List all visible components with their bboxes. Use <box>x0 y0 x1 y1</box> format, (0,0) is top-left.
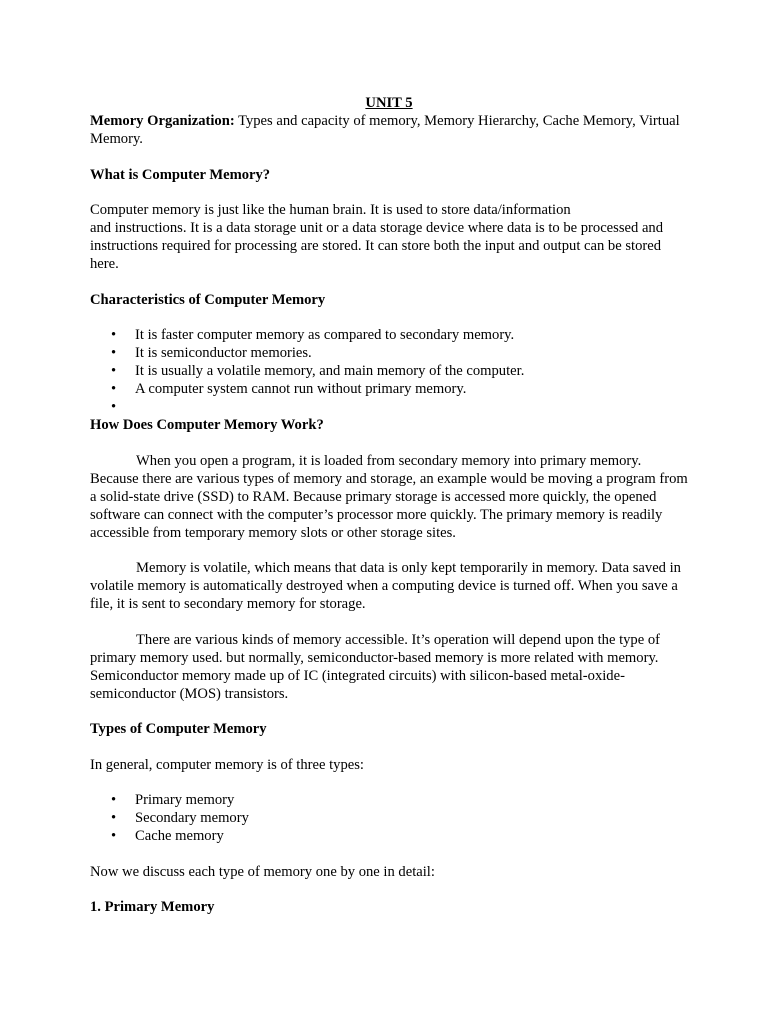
heading-types: Types of Computer Memory <box>90 721 267 737</box>
heading-primary-memory: 1. Primary Memory <box>90 899 215 915</box>
list-item: • It is semiconductor memories. <box>90 344 688 362</box>
list-item: • Primary memory <box>90 791 688 809</box>
what-paragraph-rest: and instructions. It is a data storage unit or a data storage device where data is to be processed and instructions required for processing are stored. It can store both the input and output can be stored here. <box>90 220 664 272</box>
how-paragraph-2: Memory is volatile, which means that data is only kept temporarily in memory. Data saved in volatile memory is automatically destroyed when a computing device is turned off. When you save a file, it is sent to secondary memory for storage. <box>90 560 681 612</box>
list-item: • It is faster computer memory as compared to secondary memory. <box>90 326 688 344</box>
document-body <box>90 94 688 916</box>
list-item <box>90 398 688 416</box>
intro-label: Memory Organization: <box>90 113 235 129</box>
types-outro: Now we discuss each type of memory one by one in detail: <box>90 863 435 880</box>
intro-text: Types and capacity of memory, Memory Hierarchy, Cache Memory, Virtual Memory. <box>90 113 680 147</box>
how-paragraph-3: There are various kinds of memory accessible. It’s operation will depend upon the type of primary memory used. but normally, semiconductor-based memory is more related with memory. Semiconductor memory made up of IC (integrated circuits) with silicon-based metal-oxide-semiconductor (MOS) transistors. <box>90 631 660 702</box>
types-intro: In general, computer memory is of three types: <box>90 756 364 773</box>
intro-paragraph <box>90 112 688 148</box>
list-item: • A computer system cannot run without primary memory. <box>90 380 688 398</box>
types-list <box>90 791 688 845</box>
list-item: • It is usually a volatile memory, and main memory of the computer. <box>90 362 688 380</box>
heading-what-is-memory: What is Computer Memory? <box>90 166 271 183</box>
how-paragraph-1: When you open a program, it is loaded from secondary memory into primary memory. Because there are various types of memory and storage, an example would be moving a program from a solid-state drive (SSD) to RAM. Because primary storage is accessed more quickly, the opened software can connect with the computer’s processor more quickly. The primary memory is readily accessible from temporary memory slots or other storage sites. <box>90 452 688 541</box>
list-item: • Secondary memory <box>90 809 688 827</box>
what-paragraph-line1: Computer memory is just like the human brain. It is used to store data/information <box>90 202 571 218</box>
heading-how-memory-works: How Does Computer Memory Work? <box>90 417 324 433</box>
unit-title: UNIT 5 <box>365 95 413 111</box>
list-item: • Cache memory <box>90 827 688 845</box>
heading-characteristics: Characteristics of Computer Memory <box>90 291 326 308</box>
characteristics-list <box>90 326 688 416</box>
